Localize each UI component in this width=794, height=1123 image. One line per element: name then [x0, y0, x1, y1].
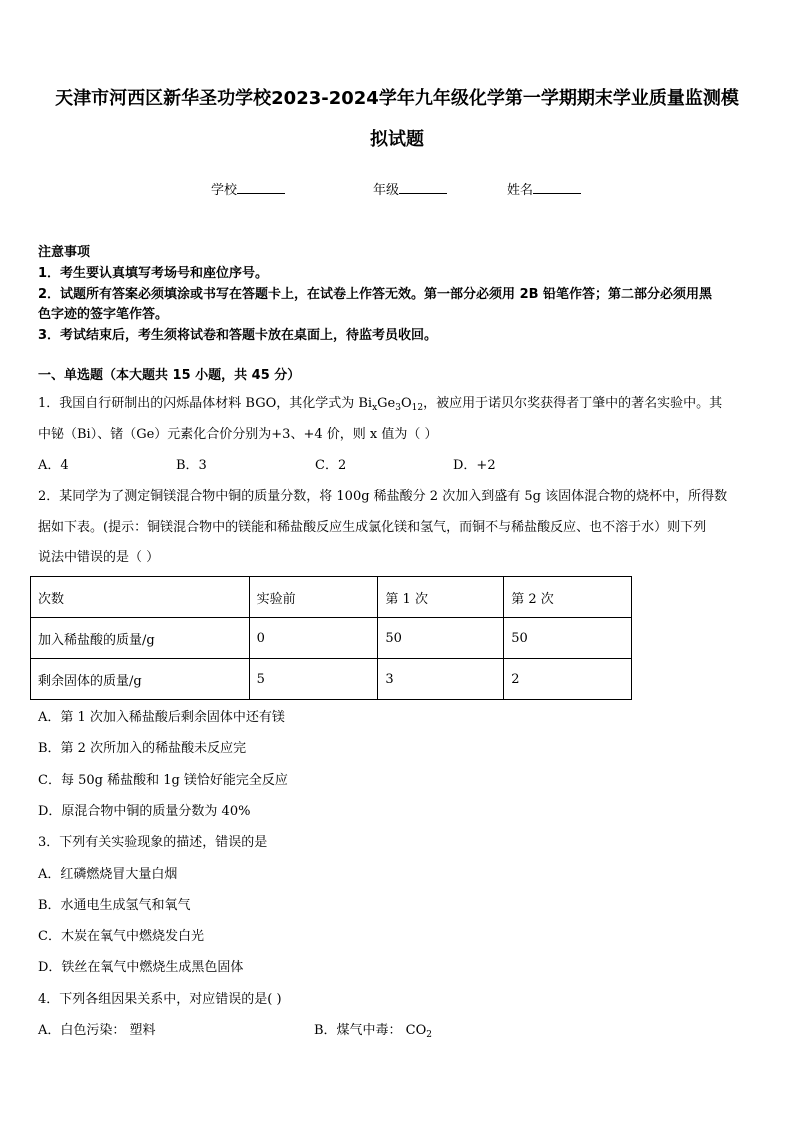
q4-option-b	[314, 1022, 432, 1040]
notice-heading: 注意事项	[38, 245, 91, 260]
q3-option-c: C．木炭在氧气中燃烧发白光	[38, 929, 204, 944]
notice-item-2: 2．试题所有答案必须填涂或书写在答题卡上，在试卷上作答无效。第一部分必须用 2B 铅笔作答；第二部分必须用黑	[38, 287, 713, 302]
grade-field	[373, 181, 447, 200]
q4-option-b-sub: 2	[426, 1030, 433, 1040]
q2-data-table	[30, 576, 632, 700]
table-cell: 5	[249, 659, 378, 700]
q1-line-1	[38, 395, 722, 413]
q4-option-b-text: B．煤气中毒： CO	[314, 1023, 427, 1038]
notice-item-3: 3．考试结束后，考生须将试卷和答题卡放在桌面上，待监考员收回。	[38, 328, 438, 343]
q1-text-a: 1．我国自行研制出的闪烁晶体材料 BGO，其化学式为 Bi	[38, 396, 373, 411]
q1-line-2: 中铋（Bi）、锗（Ge）元素化合价分别为+3、+4 价，则 x 值为（ ）	[38, 427, 438, 442]
table-cell: 50	[504, 618, 632, 659]
q2-option-b: B．第 2 次所加入的稀盐酸未反应完	[38, 741, 247, 756]
table-header-cell: 第 2 次	[504, 577, 632, 618]
table-cell: 0	[249, 618, 378, 659]
q1-sub-3: 3	[395, 403, 401, 413]
notice-item-2-cont: 色字迹的签字笔作答。	[38, 307, 169, 322]
q3-option-b: B．水通电生成氢气和氧气	[38, 898, 191, 913]
q2-line-3: 说法中错误的是（ ）	[38, 550, 160, 565]
grade-blank	[399, 181, 447, 194]
table-row	[31, 618, 632, 659]
q2-line-2: 据如下表。(提示：铜镁混合物中的镁能和稀盐酸反应生成氯化镁和氢气，而铜不与稀盐酸反应、也不溶于水）则下列	[38, 520, 707, 535]
exam-title-line-2: 拟试题	[370, 129, 424, 150]
q1-text-b: ，被应用于诺贝尔奖获得者丁肇中的著名实验中。其	[423, 396, 723, 411]
name-label: 姓名	[507, 183, 534, 198]
school-blank	[237, 181, 285, 194]
q1-option-a: A．4	[38, 458, 69, 473]
table-header-cell: 实验前	[249, 577, 378, 618]
table-header-row	[31, 577, 632, 618]
notice-item-1: 1．考生要认真填写考场号和座位序号。	[38, 266, 269, 281]
q2-option-a: A．第 1 次加入稀盐酸后剩余固体中还有镁	[38, 710, 285, 725]
table-cell: 50	[378, 618, 504, 659]
q2-option-c: C．每 50g 稀盐酸和 1g 镁恰好能完全反应	[38, 773, 288, 788]
school-label: 学校	[211, 183, 238, 198]
section-heading: 一、单选题（本大题共 15 小题，共 45 分）	[38, 368, 301, 383]
table-header-cell: 次数	[31, 577, 250, 618]
q2-line-1: 2．某同学为了测定铜镁混合物中铜的质量分数，将 100g 稀盐酸分 2 次加入到盛有 5g 该固体混合物的烧杯中，所得数	[38, 489, 728, 504]
q3-option-d: D．铁丝在氧气中燃烧生成黑色固体	[38, 960, 244, 975]
q1-o: O	[400, 396, 412, 411]
grade-label: 年级	[373, 183, 400, 198]
table-header-cell: 第 1 次	[378, 577, 504, 618]
q4-option-a: A．白色污染： 塑料	[38, 1023, 156, 1038]
q2-option-d: D．原混合物中铜的质量分数为 40%	[38, 804, 251, 819]
q1-option-d: D．+2	[453, 458, 496, 473]
table-row	[31, 659, 632, 700]
q4-stem: 4．下列各组因果关系中，对应错误的是( )	[38, 992, 282, 1007]
table-cell: 2	[504, 659, 632, 700]
name-field	[507, 181, 581, 200]
q3-option-a: A．红磷燃烧冒大量白烟	[38, 867, 178, 882]
q1-sub-12: 12	[411, 403, 424, 413]
table-cell: 3	[378, 659, 504, 700]
school-field	[211, 181, 285, 200]
exam-title-line-1: 天津市河西区新华圣功学校2023-2024学年九年级化学第一学期期末学业质量监测模	[55, 88, 739, 109]
name-blank	[533, 181, 581, 194]
q1-ge: Ge	[377, 396, 396, 411]
q1-sub-x: x	[372, 403, 378, 413]
table-cell: 加入稀盐酸的质量/g	[31, 618, 250, 659]
q3-stem: 3．下列有关实验现象的描述，错误的是	[38, 835, 268, 850]
table-cell: 剩余固体的质量/g	[31, 659, 250, 700]
q1-option-c: C．2	[315, 458, 347, 473]
q1-option-b: B．3	[176, 458, 207, 473]
